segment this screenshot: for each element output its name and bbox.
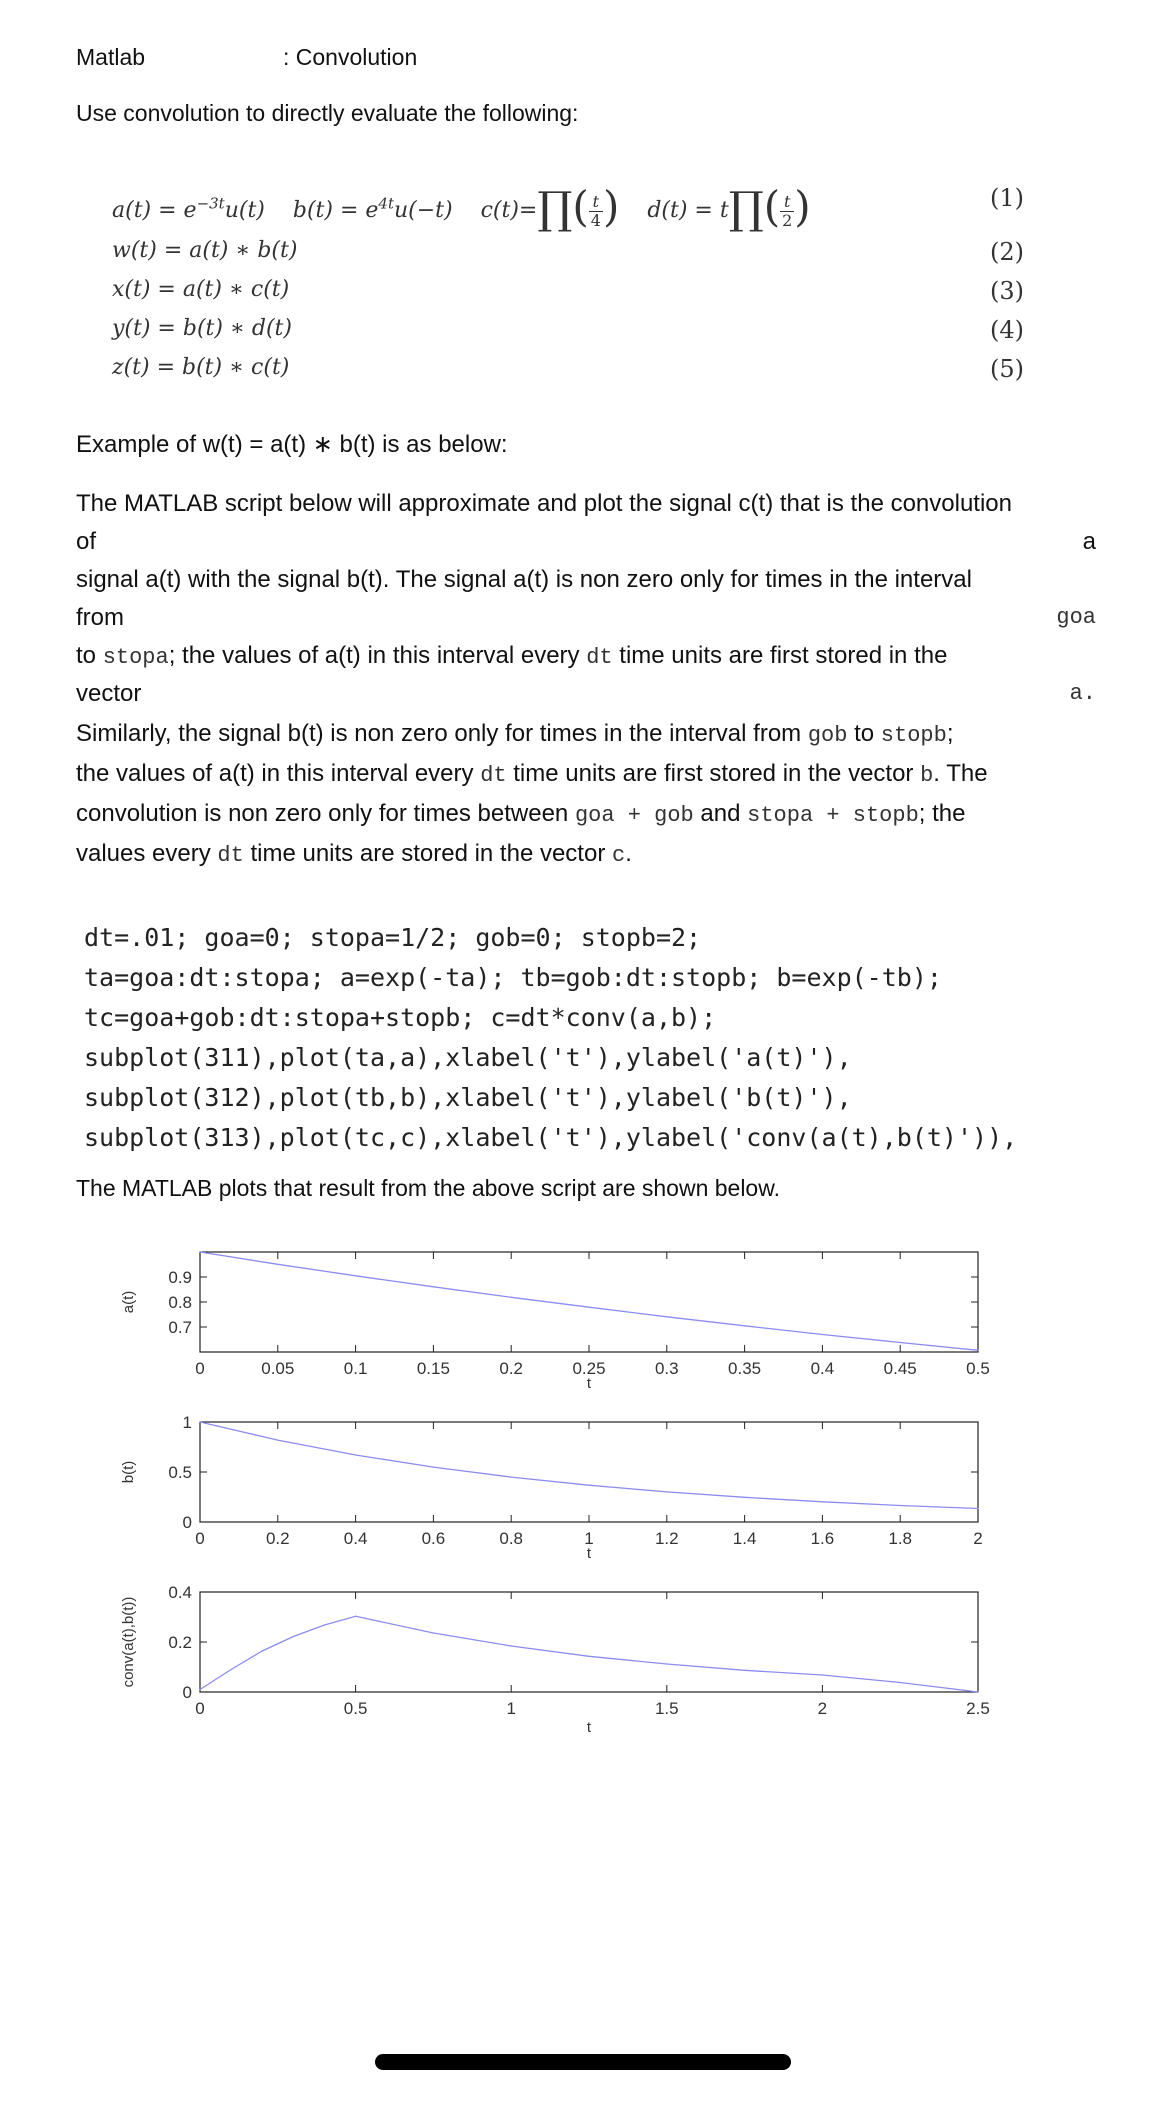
x-tick-label: 2.5: [966, 1699, 990, 1718]
equation-z: z(t) = b(t) ∗ c(t): [112, 355, 290, 380]
y-axis-label: a(t): [120, 1290, 137, 1314]
paragraph-line: vector a.: [76, 680, 1096, 707]
data-point: [900, 1342, 901, 1343]
data-point: [433, 1467, 434, 1468]
paragraph-line: from goa: [76, 604, 1096, 631]
equation-number: (3): [990, 277, 1024, 305]
series-line-2: [200, 1422, 978, 1509]
data-point: [262, 1650, 263, 1651]
plot-frame-1: [200, 1252, 978, 1352]
x-axis-label: t: [586, 1545, 592, 1562]
equation-number: (1): [990, 184, 1024, 212]
x-tick-label: 0.5: [966, 1359, 990, 1378]
x-tick-label: 1.6: [810, 1529, 835, 1548]
data-point: [355, 1454, 356, 1455]
x-tick-label: 1: [506, 1699, 516, 1718]
x-tick-label: 0.3: [654, 1359, 679, 1378]
data-point: [977, 1508, 978, 1509]
x-tick-label: 0.5: [343, 1699, 368, 1718]
series-line-1: [200, 1252, 978, 1350]
header-subject: Matlab: [76, 44, 146, 70]
data-point: [666, 1491, 667, 1492]
y-tick-label: 0.9: [168, 1268, 192, 1287]
data-point: [900, 1505, 901, 1506]
x-tick-label: 0: [195, 1529, 205, 1548]
y-tick-label: 0.2: [168, 1633, 192, 1652]
data-point: [744, 1325, 745, 1326]
x-axis-label: t: [586, 1719, 592, 1736]
paragraph-line: values every dt time units are stored in the vector c.: [76, 840, 632, 868]
header-topic: : Convolution: [283, 44, 418, 70]
data-point: [511, 1477, 512, 1478]
code-line: dt=.01; goa=0; stopa=1/2; gob=0; stopb=2;: [84, 923, 702, 952]
x-tick-label: 0: [195, 1359, 205, 1378]
x-tick-label: 0.25: [572, 1359, 606, 1378]
data-point: [277, 1440, 278, 1441]
x-tick-label: 1: [584, 1529, 594, 1548]
x-tick-label: 0.4: [343, 1529, 368, 1548]
x-tick-label: 0.35: [728, 1359, 762, 1378]
data-point: [588, 1307, 589, 1308]
equation-w: w(t) = a(t) ∗ b(t): [112, 238, 298, 263]
plot-frame-2: [200, 1422, 978, 1522]
data-point: [199, 1689, 200, 1690]
rect-pi-symbol: ∏: [728, 183, 764, 234]
eq-b: $b(t) = e^{4t}u(-t)$: [292, 194, 453, 223]
x-tick-label: 0.05: [261, 1359, 295, 1378]
data-point: [433, 1286, 434, 1287]
eq-a: $a(t) = e^{-3t}u(t)$: [112, 194, 265, 223]
paragraph-line: the values of a(t) in this interval every dt time units are first stored in the vector b. The: [76, 760, 988, 788]
eq-d: d(t) = t: [647, 198, 729, 223]
intro-text: Use convolution to directly evaluate the following:: [76, 100, 579, 126]
data-point: [355, 1616, 356, 1617]
data-point: [355, 1275, 356, 1276]
equation-x: x(t) = a(t) ∗ c(t): [112, 277, 290, 302]
x-tick-label: 2: [973, 1529, 983, 1548]
code-line: tc=goa+gob:dt:stopa+stopb; c=dt*conv(a,b);: [84, 1003, 717, 1032]
data-point: [199, 1251, 200, 1252]
x-tick-label: 0.4: [810, 1359, 835, 1378]
x-tick-label: 1.2: [654, 1529, 679, 1548]
paragraph-line: to stopa; the values of a(t) in this interval every dt time units are first stored in the: [76, 642, 948, 670]
data-point: [588, 1485, 589, 1486]
data-point: [744, 1497, 745, 1498]
x-tick-label: 0.2: [265, 1529, 290, 1548]
x-tick-label: 0.8: [499, 1529, 524, 1548]
code-line: subplot(312),plot(tb,b),xlabel('t'),ylabel('b(t)'),: [84, 1083, 852, 1112]
data-point: [511, 1297, 512, 1298]
x-axis-label: t: [586, 1375, 592, 1392]
x-tick-label: 2: [817, 1699, 828, 1718]
data-point: [433, 1632, 434, 1633]
data-point: [199, 1421, 200, 1422]
example-heading: Example of w(t) = a(t) ∗ b(t) is as below:: [76, 431, 508, 458]
x-tick-label: 0.1: [343, 1359, 368, 1378]
data-point: [588, 1656, 589, 1657]
paragraph-line: of a: [76, 528, 1096, 555]
rect-pi-symbol: ∏: [537, 183, 573, 234]
data-point: [231, 1669, 232, 1670]
code-line: ta=goa:dt:stopa; a=exp(-ta); tb=gob:dt:stopb; b=exp(-tb);: [84, 963, 942, 992]
data-point: [666, 1316, 667, 1317]
data-point: [900, 1682, 901, 1683]
y-tick-label: 0.5: [168, 1463, 192, 1482]
equation-definitions: $a(t) = e^{-3t}u(t)$ $b(t) = e^{4t}u(-t)$ c(t)=∏( $\frac{t}{4}$ ) d(t) = t∏( $\frac{t}{2}$ ): [112, 182, 811, 234]
x-tick-label: 1.4: [732, 1529, 757, 1548]
data-point: [666, 1663, 667, 1664]
data-point: [822, 1334, 823, 1335]
data-point: [511, 1645, 512, 1646]
x-tick-label: 0: [195, 1699, 205, 1718]
paragraph-line: The MATLAB script below will approximate and plot the signal c(t) that is the convolution: [76, 490, 1012, 517]
y-axis-label: b(t): [120, 1460, 137, 1484]
plot-frame-3: [200, 1592, 978, 1692]
y-tick-label: 0: [182, 1683, 192, 1702]
data-point: [822, 1501, 823, 1502]
data-point: [293, 1636, 294, 1637]
equation-y: y(t) = b(t) ∗ d(t): [112, 316, 292, 341]
x-tick-label: 0.6: [421, 1529, 446, 1548]
code-line: subplot(313),plot(tc,c),xlabel('t'),ylabel('conv(a(t),b(t)')),: [84, 1123, 1018, 1152]
data-point: [977, 1691, 978, 1692]
y-tick-label: 1: [182, 1413, 192, 1432]
x-tick-label: 0.45: [883, 1359, 917, 1378]
data-point: [324, 1624, 325, 1625]
x-tick-label: 0.15: [416, 1359, 450, 1378]
data-point: [822, 1674, 823, 1675]
paragraph-line: signal a(t) with the signal b(t). The signal a(t) is non zero only for times in the interval: [76, 566, 972, 593]
plots-caption: The MATLAB plots that result from the above script are shown below.: [76, 1175, 780, 1201]
data-point: [277, 1264, 278, 1265]
code-line: subplot(311),plot(ta,a),xlabel('t'),ylabel('a(t)'),: [84, 1043, 852, 1072]
y-tick-label: 0.7: [168, 1318, 192, 1337]
eq-c: c(t)=: [480, 198, 538, 223]
data-point: [977, 1350, 978, 1351]
home-indicator[interactable]: [375, 2054, 791, 2070]
paragraph-line: Similarly, the signal b(t) is non zero only for times in the interval from gob to stopb;: [76, 720, 954, 748]
matlab-subplots: [0, 1230, 1170, 1760]
y-axis-label: conv(a(t),b(t)): [120, 1596, 137, 1688]
data-point: [744, 1670, 745, 1671]
y-tick-label: 0: [182, 1513, 192, 1532]
equation-number: (4): [990, 316, 1024, 344]
x-tick-label: 1.5: [654, 1699, 679, 1718]
y-tick-label: 0.4: [168, 1583, 192, 1602]
equation-number: (2): [990, 238, 1024, 266]
x-tick-label: 0.2: [499, 1359, 524, 1378]
paragraph-line: convolution is non zero only for times between goa + gob and stopa + stopb; the: [76, 800, 966, 828]
x-tick-label: 1.8: [888, 1529, 913, 1548]
equation-number: (5): [990, 355, 1024, 383]
series-line-3: [200, 1616, 978, 1692]
matlab-code-block: [84, 918, 1017, 1158]
y-tick-label: 0.8: [168, 1293, 192, 1312]
